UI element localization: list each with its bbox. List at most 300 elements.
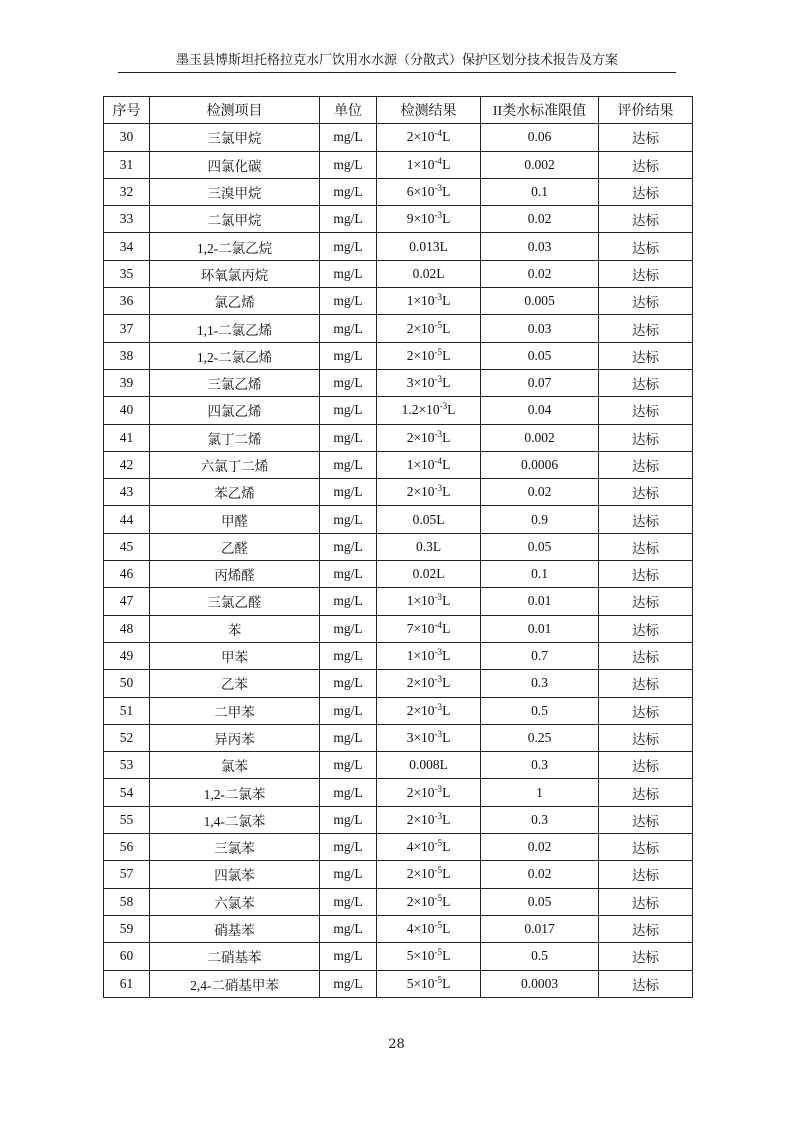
cell-item: 三氯乙烯 <box>150 369 320 396</box>
cell-item: 甲醛 <box>150 506 320 533</box>
table-row <box>104 424 693 451</box>
cell-evaluation: 达标 <box>599 970 693 997</box>
cell-number: 58 <box>104 888 150 915</box>
result-exponent: -3 <box>434 292 443 303</box>
result-exponent: -3 <box>434 183 443 194</box>
result-mantissa: 2×10 <box>406 484 435 500</box>
cell-limit: 0.3 <box>481 806 599 833</box>
cell-item: 六氯苯 <box>150 888 320 915</box>
column-header-unit: 单位 <box>320 97 377 124</box>
cell-unit: mg/L <box>320 479 377 506</box>
table-body <box>104 124 693 998</box>
cell-limit: 0.017 <box>481 915 599 942</box>
cell-limit: 0.05 <box>481 342 599 369</box>
page-header-title: 墨玉县博斯坦托格拉克水厂饮用水水源（分散式）保护区划分技术报告及方案 <box>175 53 618 68</box>
result-exponent: -3 <box>434 374 443 385</box>
result-mantissa: 2×10 <box>406 429 435 445</box>
result-suffix: L <box>442 347 451 363</box>
cell-limit: 0.05 <box>481 533 599 560</box>
cell-unit: mg/L <box>320 888 377 915</box>
cell-limit: 0.9 <box>481 506 599 533</box>
cell-evaluation: 达标 <box>599 861 693 888</box>
cell-result <box>377 151 481 178</box>
cell-item: 三溴甲烷 <box>150 178 320 205</box>
cell-number: 59 <box>104 915 150 942</box>
cell-item: 1,2-二氯乙烷 <box>150 233 320 260</box>
cell-number: 47 <box>104 588 150 615</box>
cell-evaluation: 达标 <box>599 288 693 315</box>
result-exponent: -3 <box>434 210 443 221</box>
cell-evaluation: 达标 <box>599 369 693 396</box>
cell-number: 51 <box>104 697 150 724</box>
table-row <box>104 151 693 178</box>
table-row <box>104 670 693 697</box>
cell-unit: mg/L <box>320 397 377 424</box>
result-exponent: -3 <box>434 810 443 821</box>
cell-evaluation: 达标 <box>599 806 693 833</box>
cell-number: 37 <box>104 315 150 342</box>
result-suffix: L <box>442 921 451 937</box>
table-row <box>104 369 693 396</box>
cell-result <box>377 397 481 424</box>
result-exponent: -5 <box>434 920 443 931</box>
result-suffix: L <box>442 648 451 664</box>
cell-result <box>377 124 481 151</box>
table-row <box>104 752 693 779</box>
cell-item: 1,2-二氯乙烯 <box>150 342 320 369</box>
table-row <box>104 943 693 970</box>
cell-number: 38 <box>104 342 150 369</box>
cell-item: 1,2-二氯苯 <box>150 779 320 806</box>
cell-limit: 0.5 <box>481 697 599 724</box>
table-row <box>104 233 693 260</box>
cell-limit: 0.002 <box>481 424 599 451</box>
result-suffix: L <box>442 593 451 609</box>
cell-result <box>377 752 481 779</box>
cell-item: 四氯乙烯 <box>150 397 320 424</box>
table-row <box>104 124 693 151</box>
result-mantissa: 0.013L <box>409 238 448 254</box>
result-mantissa: 1×10 <box>406 648 435 664</box>
table-row <box>104 588 693 615</box>
cell-unit: mg/L <box>320 342 377 369</box>
cell-evaluation: 达标 <box>599 724 693 751</box>
cell-evaluation: 达标 <box>599 451 693 478</box>
result-exponent: -5 <box>434 892 443 903</box>
cell-number: 35 <box>104 260 150 287</box>
result-suffix: L <box>442 429 451 445</box>
table-row <box>104 206 693 233</box>
cell-result <box>377 178 481 205</box>
result-exponent: -3 <box>434 483 443 494</box>
cell-number: 60 <box>104 943 150 970</box>
cell-result <box>377 615 481 642</box>
table-row <box>104 915 693 942</box>
cell-evaluation: 达标 <box>599 615 693 642</box>
cell-unit: mg/L <box>320 970 377 997</box>
cell-limit: 0.03 <box>481 233 599 260</box>
result-exponent: -3 <box>434 728 443 739</box>
cell-result <box>377 861 481 888</box>
cell-item: 氯乙烯 <box>150 288 320 315</box>
result-exponent: -3 <box>434 701 443 712</box>
cell-number: 31 <box>104 151 150 178</box>
cell-result <box>377 724 481 751</box>
cell-limit: 0.03 <box>481 315 599 342</box>
cell-evaluation: 达标 <box>599 697 693 724</box>
table-row <box>104 970 693 997</box>
cell-item: 环氧氯丙烷 <box>150 260 320 287</box>
cell-evaluation: 达标 <box>599 479 693 506</box>
cell-unit: mg/L <box>320 151 377 178</box>
cell-evaluation: 达标 <box>599 151 693 178</box>
table-row <box>104 888 693 915</box>
cell-item: 硝基苯 <box>150 915 320 942</box>
result-mantissa: 2×10 <box>406 347 435 363</box>
cell-item: 三氯苯 <box>150 834 320 861</box>
cell-number: 41 <box>104 424 150 451</box>
cell-result <box>377 697 481 724</box>
water-quality-table <box>103 96 693 998</box>
cell-number: 40 <box>104 397 150 424</box>
cell-evaluation: 达标 <box>599 752 693 779</box>
cell-unit: mg/L <box>320 697 377 724</box>
cell-number: 32 <box>104 178 150 205</box>
cell-limit: 0.1 <box>481 561 599 588</box>
cell-result <box>377 670 481 697</box>
result-exponent: -5 <box>434 838 443 849</box>
cell-number: 61 <box>104 970 150 997</box>
table-row <box>104 178 693 205</box>
header-divider <box>118 72 676 73</box>
table-row <box>104 451 693 478</box>
table-row <box>104 315 693 342</box>
result-mantissa: 4×10 <box>406 921 435 937</box>
result-exponent: -4 <box>434 456 443 466</box>
cell-unit: mg/L <box>320 206 377 233</box>
result-suffix: L <box>442 156 451 172</box>
cell-unit: mg/L <box>320 315 377 342</box>
cell-number: 55 <box>104 806 150 833</box>
cell-item: 1,1-二氯乙烯 <box>150 315 320 342</box>
cell-number: 54 <box>104 779 150 806</box>
cell-item: 苯乙烯 <box>150 479 320 506</box>
table-row <box>104 533 693 560</box>
result-mantissa: 1×10 <box>406 156 435 172</box>
cell-result <box>377 588 481 615</box>
cell-item: 四氯苯 <box>150 861 320 888</box>
cell-result <box>377 260 481 287</box>
cell-result <box>377 888 481 915</box>
result-suffix: L <box>442 839 451 855</box>
cell-evaluation: 达标 <box>599 342 693 369</box>
result-mantissa: 2×10 <box>406 893 435 909</box>
cell-result <box>377 915 481 942</box>
result-suffix: L <box>442 293 451 309</box>
result-mantissa: 2×10 <box>406 784 435 800</box>
cell-limit: 0.0006 <box>481 451 599 478</box>
result-suffix: L <box>442 184 451 200</box>
result-exponent: -5 <box>434 974 443 985</box>
result-suffix: L <box>442 893 451 909</box>
result-mantissa: 2×10 <box>406 866 435 882</box>
result-mantissa: 0.3L <box>415 538 442 554</box>
result-mantissa: 0.02L <box>412 566 445 582</box>
cell-result <box>377 479 481 506</box>
cell-result <box>377 943 481 970</box>
table-row <box>104 506 693 533</box>
cell-unit: mg/L <box>320 233 377 260</box>
cell-limit: 0.02 <box>481 861 599 888</box>
cell-item: 苯 <box>150 615 320 642</box>
result-exponent: -5 <box>434 947 443 958</box>
table-row <box>104 479 693 506</box>
cell-item: 丙烯醛 <box>150 561 320 588</box>
cell-evaluation: 达标 <box>599 561 693 588</box>
result-suffix: L <box>442 975 451 991</box>
result-suffix: L <box>442 729 451 745</box>
result-mantissa: 3×10 <box>406 729 435 745</box>
cell-unit: mg/L <box>320 369 377 396</box>
cell-result <box>377 533 481 560</box>
result-suffix: L <box>442 811 451 827</box>
cell-evaluation: 达标 <box>599 506 693 533</box>
cell-item: 二硝基苯 <box>150 943 320 970</box>
cell-number: 30 <box>104 124 150 151</box>
cell-result <box>377 288 481 315</box>
cell-limit: 0.02 <box>481 206 599 233</box>
result-mantissa: 5×10 <box>406 975 435 991</box>
cell-result <box>377 369 481 396</box>
result-mantissa: 2×10 <box>406 811 435 827</box>
cell-item: 二氯甲烷 <box>150 206 320 233</box>
cell-number: 46 <box>104 561 150 588</box>
table-row <box>104 642 693 669</box>
cell-number: 57 <box>104 861 150 888</box>
cell-item: 四氯化碳 <box>150 151 320 178</box>
result-suffix: L <box>442 375 451 391</box>
cell-limit: 0.25 <box>481 724 599 751</box>
cell-item: 1,4-二氯苯 <box>150 806 320 833</box>
cell-number: 44 <box>104 506 150 533</box>
cell-limit: 0.1 <box>481 178 599 205</box>
cell-unit: mg/L <box>320 424 377 451</box>
cell-number: 43 <box>104 479 150 506</box>
result-suffix: L <box>442 675 451 691</box>
result-suffix: L <box>442 320 451 336</box>
cell-unit: mg/L <box>320 178 377 205</box>
cell-number: 52 <box>104 724 150 751</box>
cell-result <box>377 206 481 233</box>
cell-item: 氯苯 <box>150 752 320 779</box>
cell-number: 34 <box>104 233 150 260</box>
result-exponent: -3 <box>434 674 443 685</box>
cell-item: 三氯乙醛 <box>150 588 320 615</box>
cell-result <box>377 315 481 342</box>
cell-evaluation: 达标 <box>599 533 693 560</box>
cell-unit: mg/L <box>320 915 377 942</box>
cell-unit: mg/L <box>320 943 377 970</box>
cell-result <box>377 342 481 369</box>
cell-limit: 0.04 <box>481 397 599 424</box>
table-row <box>104 779 693 806</box>
cell-limit: 0.0003 <box>481 970 599 997</box>
table-row <box>104 697 693 724</box>
cell-result <box>377 779 481 806</box>
cell-evaluation: 达标 <box>599 834 693 861</box>
result-exponent: -3 <box>434 647 443 658</box>
table-row <box>104 288 693 315</box>
result-exponent: -4 <box>434 619 443 630</box>
cell-evaluation: 达标 <box>599 206 693 233</box>
result-mantissa: 5×10 <box>406 948 435 964</box>
table-row <box>104 342 693 369</box>
cell-result <box>377 806 481 833</box>
result-exponent: -3 <box>439 401 448 412</box>
table-row <box>104 724 693 751</box>
result-exponent: -3 <box>434 592 443 603</box>
cell-limit: 0.7 <box>481 642 599 669</box>
cell-unit: mg/L <box>320 779 377 806</box>
result-suffix: L <box>447 402 456 418</box>
cell-evaluation: 达标 <box>599 588 693 615</box>
cell-number: 49 <box>104 642 150 669</box>
result-suffix: L <box>442 211 451 227</box>
table-row <box>104 861 693 888</box>
result-mantissa: 2×10 <box>406 675 435 691</box>
cell-evaluation: 达标 <box>599 124 693 151</box>
column-header-item: 检测项目 <box>150 97 320 124</box>
cell-number: 42 <box>104 451 150 478</box>
result-mantissa: 1×10 <box>406 593 435 609</box>
table-row <box>104 615 693 642</box>
result-suffix: L <box>442 866 451 882</box>
cell-number: 45 <box>104 533 150 560</box>
table-row <box>104 806 693 833</box>
cell-limit: 0.02 <box>481 479 599 506</box>
result-mantissa: 2×10 <box>406 129 435 145</box>
cell-unit: mg/L <box>320 288 377 315</box>
result-mantissa: 0.02L <box>412 265 445 281</box>
cell-unit: mg/L <box>320 533 377 560</box>
cell-limit: 0.06 <box>481 124 599 151</box>
cell-unit: mg/L <box>320 642 377 669</box>
cell-evaluation: 达标 <box>599 915 693 942</box>
cell-result <box>377 970 481 997</box>
cell-result <box>377 424 481 451</box>
result-exponent: -3 <box>434 783 443 794</box>
table-header-row <box>104 97 693 124</box>
page-number: 28 <box>388 1037 405 1052</box>
cell-evaluation: 达标 <box>599 315 693 342</box>
column-header-limit: II类水标准限值 <box>481 97 599 124</box>
result-mantissa: 1×10 <box>406 293 435 309</box>
column-header-evaluation: 评价结果 <box>599 97 693 124</box>
column-header-result: 检测结果 <box>377 97 481 124</box>
result-mantissa: 0.008L <box>409 757 448 773</box>
cell-limit: 0.02 <box>481 260 599 287</box>
result-suffix: L <box>442 129 451 145</box>
cell-limit: 0.3 <box>481 670 599 697</box>
result-mantissa: 3×10 <box>406 375 435 391</box>
cell-limit: 0.02 <box>481 834 599 861</box>
cell-unit: mg/L <box>320 124 377 151</box>
result-mantissa: 1×10 <box>406 457 435 472</box>
result-suffix: L <box>442 948 451 964</box>
cell-number: 48 <box>104 615 150 642</box>
table-row <box>104 834 693 861</box>
cell-limit: 0.005 <box>481 288 599 315</box>
table-row <box>104 561 693 588</box>
result-mantissa: 2×10 <box>406 702 435 718</box>
cell-unit: mg/L <box>320 752 377 779</box>
cell-unit: mg/L <box>320 506 377 533</box>
cell-result <box>377 642 481 669</box>
cell-unit: mg/L <box>320 806 377 833</box>
result-exponent: -5 <box>434 865 443 876</box>
cell-result <box>377 834 481 861</box>
result-mantissa: 7×10 <box>406 620 435 636</box>
cell-item: 乙苯 <box>150 670 320 697</box>
cell-evaluation: 达标 <box>599 943 693 970</box>
cell-evaluation: 达标 <box>599 779 693 806</box>
cell-unit: mg/L <box>320 834 377 861</box>
cell-unit: mg/L <box>320 451 377 478</box>
cell-unit: mg/L <box>320 615 377 642</box>
cell-item: 2,4-二硝基甲苯 <box>150 970 320 997</box>
result-suffix: L <box>442 620 451 636</box>
cell-number: 50 <box>104 670 150 697</box>
result-exponent: -5 <box>434 346 443 357</box>
cell-evaluation: 达标 <box>599 178 693 205</box>
result-exponent: -5 <box>434 319 443 330</box>
cell-item: 氯丁二烯 <box>150 424 320 451</box>
result-mantissa: 4×10 <box>406 839 435 855</box>
cell-unit: mg/L <box>320 670 377 697</box>
cell-limit: 1 <box>481 779 599 806</box>
cell-item: 六氯丁二烯 <box>150 451 320 478</box>
cell-item: 二甲苯 <box>150 697 320 724</box>
result-suffix: L <box>442 457 451 472</box>
cell-unit: mg/L <box>320 724 377 751</box>
result-mantissa: 2×10 <box>406 320 435 336</box>
cell-result <box>377 233 481 260</box>
cell-result <box>377 506 481 533</box>
result-mantissa: 1.2×10 <box>401 402 440 418</box>
column-header-number: 序号 <box>104 97 150 124</box>
result-exponent: -3 <box>434 428 443 439</box>
cell-item: 甲苯 <box>150 642 320 669</box>
cell-limit: 0.07 <box>481 369 599 396</box>
cell-limit: 0.05 <box>481 888 599 915</box>
cell-evaluation: 达标 <box>599 260 693 287</box>
cell-evaluation: 达标 <box>599 397 693 424</box>
cell-unit: mg/L <box>320 861 377 888</box>
cell-evaluation: 达标 <box>599 670 693 697</box>
cell-number: 36 <box>104 288 150 315</box>
result-exponent: -4 <box>434 128 443 139</box>
cell-number: 56 <box>104 834 150 861</box>
cell-evaluation: 达标 <box>599 642 693 669</box>
cell-item: 三氯甲烷 <box>150 124 320 151</box>
cell-result <box>377 451 481 478</box>
cell-number: 33 <box>104 206 150 233</box>
cell-limit: 0.5 <box>481 943 599 970</box>
result-exponent: -4 <box>434 155 443 166</box>
cell-item: 异丙苯 <box>150 724 320 751</box>
cell-evaluation: 达标 <box>599 888 693 915</box>
result-mantissa: 6×10 <box>406 184 435 200</box>
